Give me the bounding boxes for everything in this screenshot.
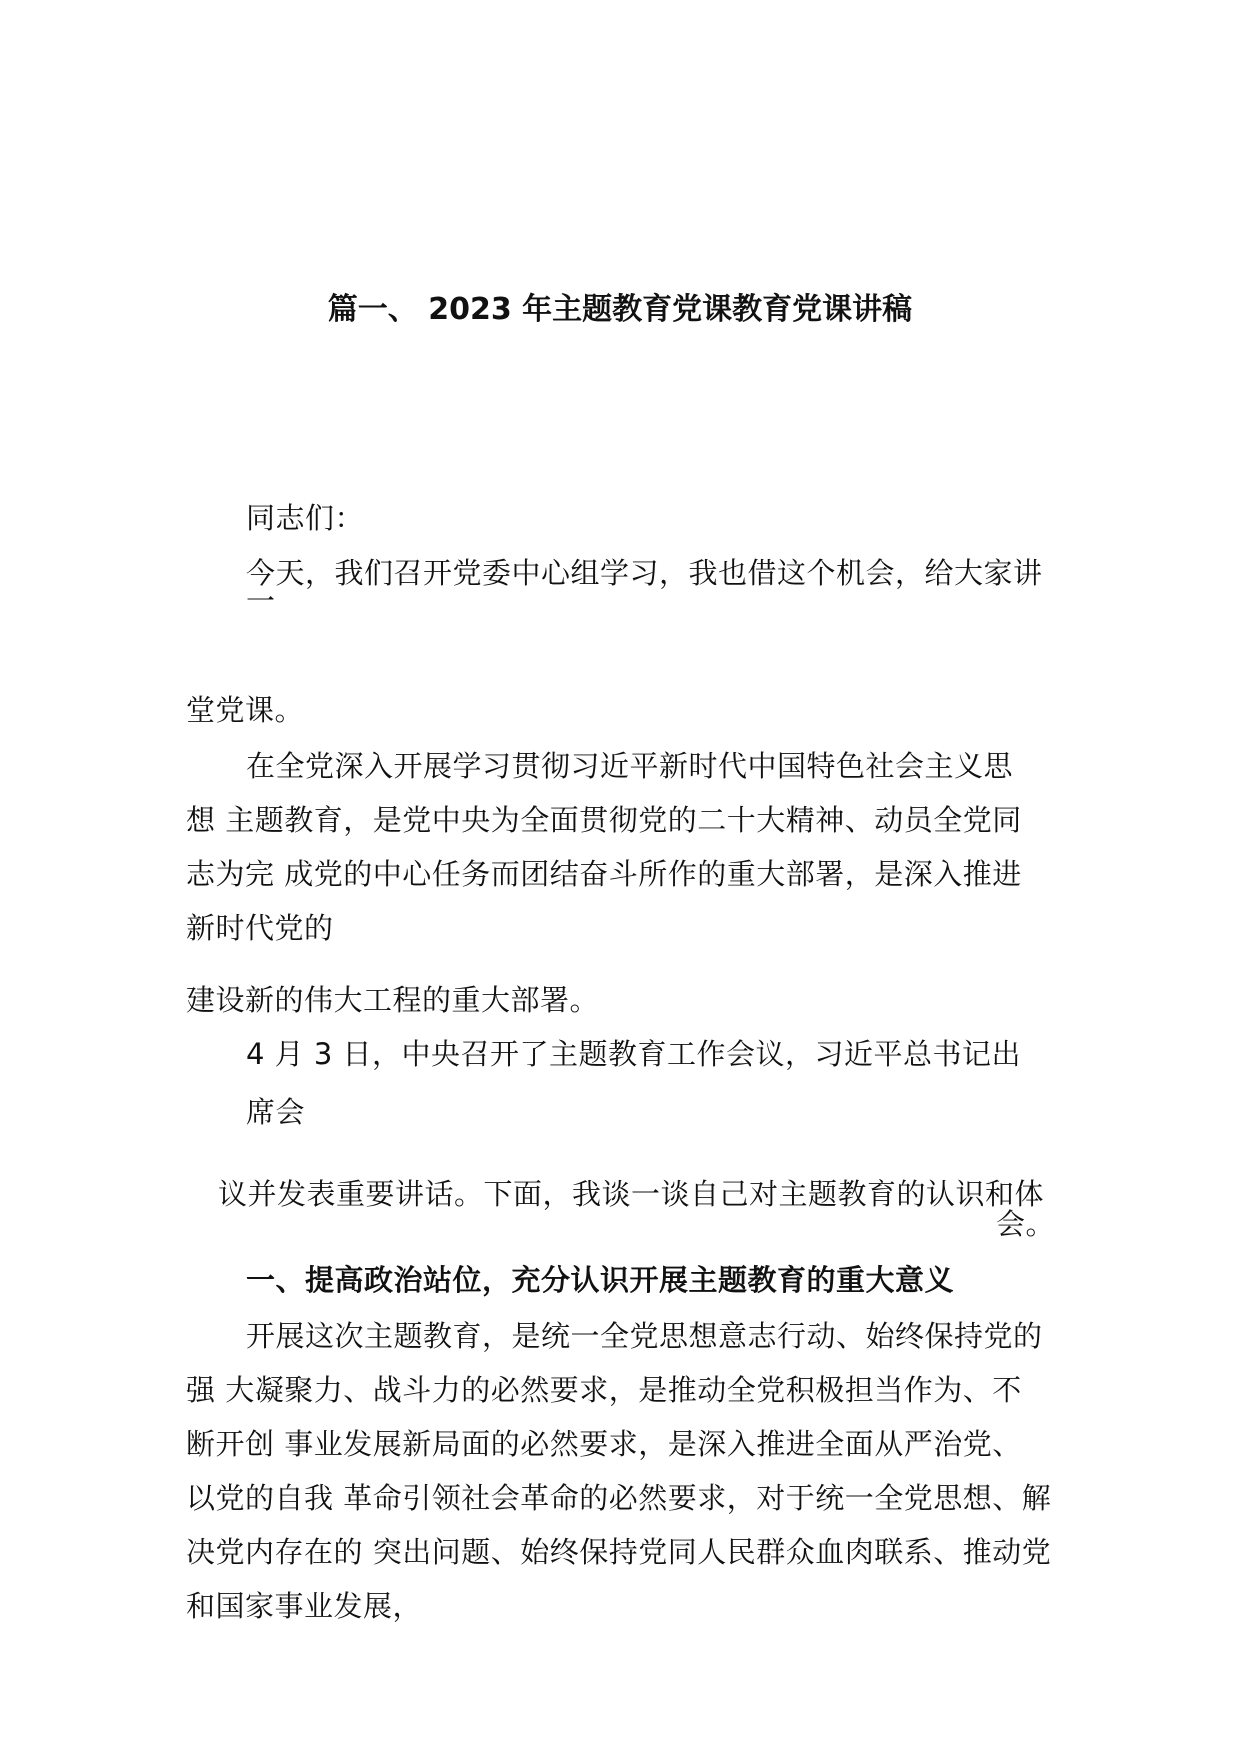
paragraph-line: 志为完 成党的中心任务而团结奋斗所作的重大部署，是深入推进 bbox=[186, 857, 1022, 891]
paragraph-line: 一 bbox=[246, 584, 276, 618]
body-line: 决党内存在的 突出问题、始终保持党同人民群众血肉联系、推动党 bbox=[186, 1535, 1052, 1569]
body-line: 和国家事业发展， bbox=[186, 1589, 423, 1623]
paragraph-line: 席会 bbox=[246, 1095, 306, 1129]
body-line: 以党的自我 革命引领社会革命的必然要求，对于统一全党思想、解 bbox=[186, 1481, 1052, 1515]
paragraph-line: 堂党课。 bbox=[186, 693, 305, 727]
body-line: 强 大凝聚力、战斗力的必然要求，是推动全党积极担当作为、不 bbox=[186, 1373, 1022, 1407]
paragraph-line: 建设新的伟大工程的重大部署。 bbox=[186, 983, 600, 1017]
paragraph-line: 想 主题教育，是党中央为全面贯彻党的二十大精神、动员全党同 bbox=[186, 803, 1022, 837]
paragraph-line: 新时代党的 bbox=[186, 911, 334, 945]
paragraph-line: 会。 bbox=[996, 1207, 1056, 1241]
paragraph-line: 今天，我们召开党委中心组学习，我也借这个机会，给大家讲 bbox=[246, 556, 1043, 590]
body-line: 开展这次主题教育，是统一全党思想意志行动、始终保持党的 bbox=[246, 1319, 1043, 1353]
section-heading: 一、提高政治站位，充分认识开展主题教育的重大意义 bbox=[246, 1263, 955, 1297]
body-line: 断开创 事业发展新局面的必然要求，是深入推进全面从严治党、 bbox=[186, 1427, 1022, 1461]
document-title: 篇一、 2023 年主题教育党课教育党课讲稿 bbox=[327, 292, 913, 327]
paragraph-line: 4 月 3 日，中央召开了主题教育工作会议，习近平总书记出 bbox=[246, 1037, 1022, 1071]
paragraph-line: 在全党深入开展学习贯彻习近平新时代中国特色社会主义思 bbox=[246, 749, 1014, 783]
paragraph-line: 议并发表重要讲话。下面，我谈一谈自己对主题教育的认识和体 bbox=[218, 1177, 1045, 1211]
salutation: 同志们： bbox=[246, 501, 365, 535]
